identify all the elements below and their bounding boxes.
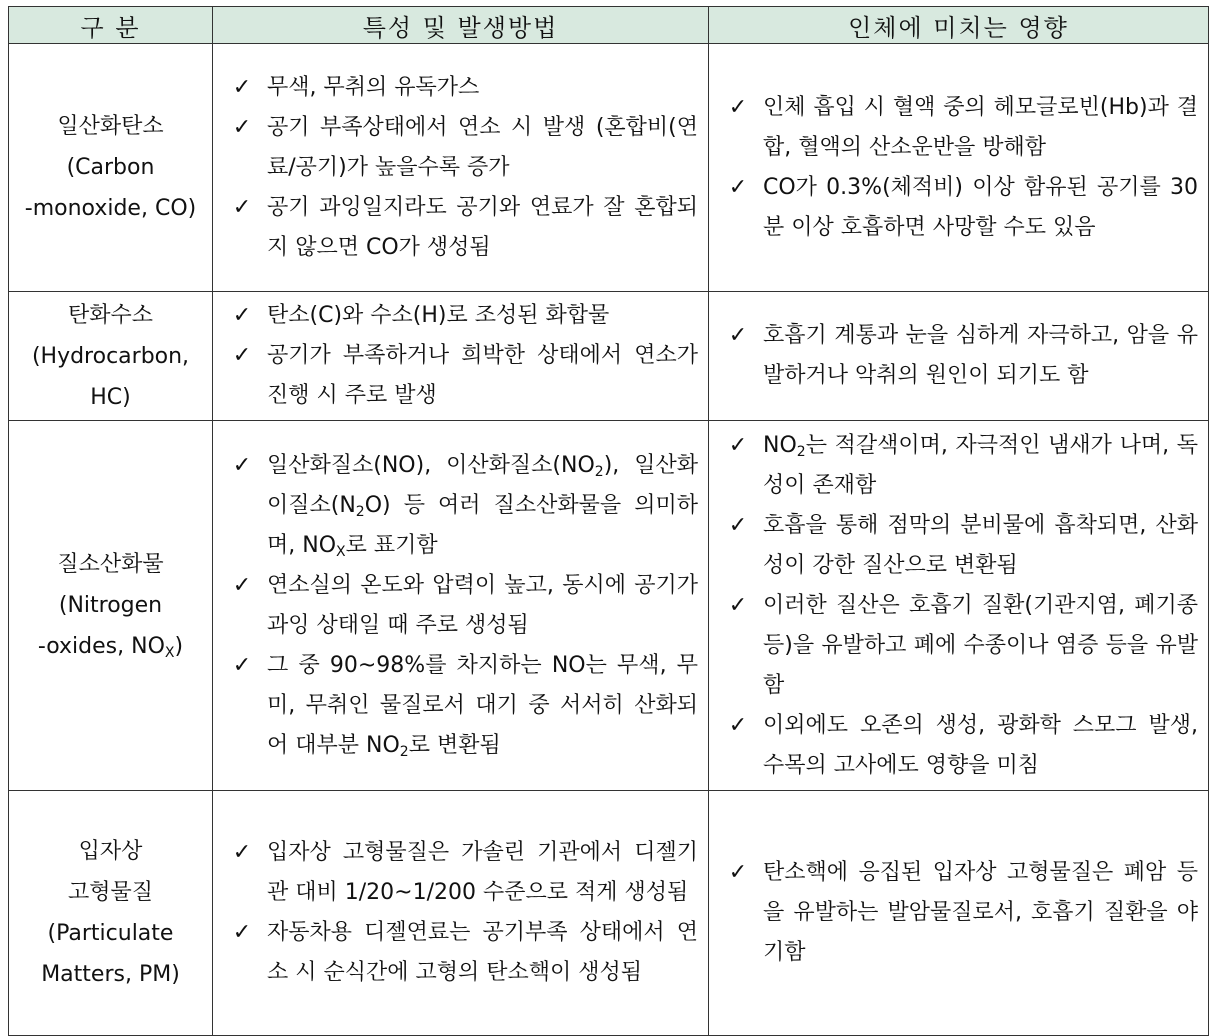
check-icon: ✓: [728, 323, 748, 348]
list-item: ✓ 공기가 부족하거나 희박한 상태에서 연소가 진행 시 주로 발생: [227, 336, 698, 416]
list-item: ✓ 무색, 무취의 유독가스: [227, 68, 698, 108]
list-item: ✓ 일산화질소(NO), 이산화질소$(NO_2)$, 일산화이질소$(N_2O)$ 등 여러 질소산화물을 의미하며, $NO_X$로 표기함: [227, 446, 698, 566]
category-cell-hc: [9, 292, 213, 421]
characteristics-cell-pm: [213, 791, 709, 1036]
check-icon: ✓: [232, 452, 252, 478]
header-category: 구 분: [9, 7, 213, 44]
category-line: 탄화수소: [67, 302, 153, 328]
category-line: (Nitrogen: [58, 593, 163, 618]
category-cell-pm: [9, 791, 213, 1036]
list-item: ✓ 입자상 고형물질은 가솔린 기관에서 디젤기관 대비 1/20~1/200 수준으로 적게 생성됨: [227, 833, 698, 913]
category-line: (Particulate: [47, 921, 174, 946]
list-item: ✓ $NO_2$는 적갈색이며, 자극적인 냄새가 나며, 독성이 존재함: [723, 426, 1198, 506]
document-page: [8, 6, 1209, 1036]
category-cell-nox: [9, 421, 213, 791]
check-icon: ✓: [728, 174, 748, 200]
list-item: ✓ 이외에도 오존의 생성, 광화학 스모그 발생, 수목의 고사에도 영향을 미침: [723, 706, 1198, 786]
category-line: 고형물질: [67, 880, 153, 905]
category-line: Matters, PM): [41, 962, 180, 987]
list-item: ✓ 탄소핵에 응집된 입자상 고형물질은 폐암 등을 유발하는 발암물질로서, 호흡기 질환을 야기함: [723, 853, 1198, 973]
effects-cell-co: [709, 44, 1209, 292]
table-row-co: [9, 44, 1209, 292]
list-item: ✓ 호흡을 통해 점막의 분비물에 흡착되면, 산화성이 강한 질산으로 변환됨: [723, 506, 1198, 586]
table-row-nox: [9, 421, 1209, 791]
characteristics-cell-co: [213, 44, 709, 292]
header-characteristics: 특성 및 발생방법: [213, 7, 709, 44]
check-icon: ✓: [232, 920, 252, 945]
list-item: ✓ 자동차용 디젤연료는 공기부족 상태에서 연소 시 순식간에 고형의 탄소핵이 생성됨: [227, 913, 698, 993]
category-cell-co: [9, 44, 213, 292]
header-effects: 인체에 미치는 영향: [709, 7, 1209, 44]
effects-cell-pm: [709, 791, 1209, 1036]
category-line: 일산화탄소: [57, 114, 164, 139]
list-item: ✓ 호흡기 계통과 눈을 심하게 자극하고, 암을 유발하거나 악취의 원인이 되기도 함: [723, 316, 1198, 396]
emission-table: [8, 6, 1209, 1036]
check-icon: ✓: [728, 512, 748, 538]
characteristics-cell-hc: [213, 292, 709, 421]
list-item: ✓ 인체 흡입 시 혈액 중의 헤모글로빈(Hb)과 결합, 혈액의 산소운반을 방해함: [723, 88, 1198, 168]
list-item: ✓ 공기 부족상태에서 연소 시 발생 (혼합비(연료/공기)가 높을수록 증가: [227, 108, 698, 188]
check-icon: ✓: [232, 74, 252, 100]
category-line: HC): [90, 384, 131, 410]
effects-cell-hc: [709, 292, 1209, 421]
effects-cell-nox: [709, 421, 1209, 791]
category-line: -monoxide, CO): [24, 196, 197, 221]
category-line: 질소산화물: [57, 552, 164, 577]
category-line: (Hydrocarbon,: [31, 343, 190, 369]
list-item: ✓ 이러한 질산은 호흡기 질환(기관지염, 폐기종 등)을 유발하고 폐에 수종이나 염증 등을 유발함: [723, 586, 1198, 706]
check-icon: ✓: [728, 712, 748, 738]
category-line: (Carbon: [66, 155, 155, 180]
list-item: ✓ 탄소(C)와 수소(H)로 조성된 화합물: [227, 296, 698, 336]
list-item: ✓ 그 중 90~98%를 차지하는 NO는 무색, 무미, 무취인 물질로서 대기 중 서서히 산화되어 대부분 $NO_2$로 변환됨: [227, 646, 698, 766]
check-icon: ✓: [232, 572, 252, 598]
check-icon: ✓: [232, 194, 252, 220]
check-icon: ✓: [232, 114, 252, 140]
header-row: [9, 7, 1209, 44]
characteristics-cell-nox: [213, 421, 709, 791]
category-line: -oxides, $NO_X$): [37, 634, 184, 661]
check-icon: ✓: [728, 94, 748, 120]
check-icon: ✓: [728, 860, 748, 885]
check-icon: ✓: [728, 432, 748, 458]
check-icon: ✓: [232, 343, 252, 368]
list-item: ✓ CO가 0.3%(체적비) 이상 함유된 공기를 30분 이상 호흡하면 사망할 수도 있음: [723, 168, 1198, 248]
check-icon: ✓: [232, 303, 252, 328]
check-icon: ✓: [232, 840, 252, 865]
category-line: 입자상: [78, 839, 143, 864]
check-icon: ✓: [232, 652, 252, 678]
check-icon: ✓: [728, 592, 748, 618]
list-item: ✓ 연소실의 온도와 압력이 높고, 동시에 공기가 과잉 상태일 때 주로 생성됨: [227, 566, 698, 646]
list-item: ✓ 공기 과잉일지라도 공기와 연료가 잘 혼합되지 않으면 CO가 생성됨: [227, 188, 698, 268]
table-row-hc: [9, 292, 1209, 421]
table-row-pm: [9, 791, 1209, 1036]
